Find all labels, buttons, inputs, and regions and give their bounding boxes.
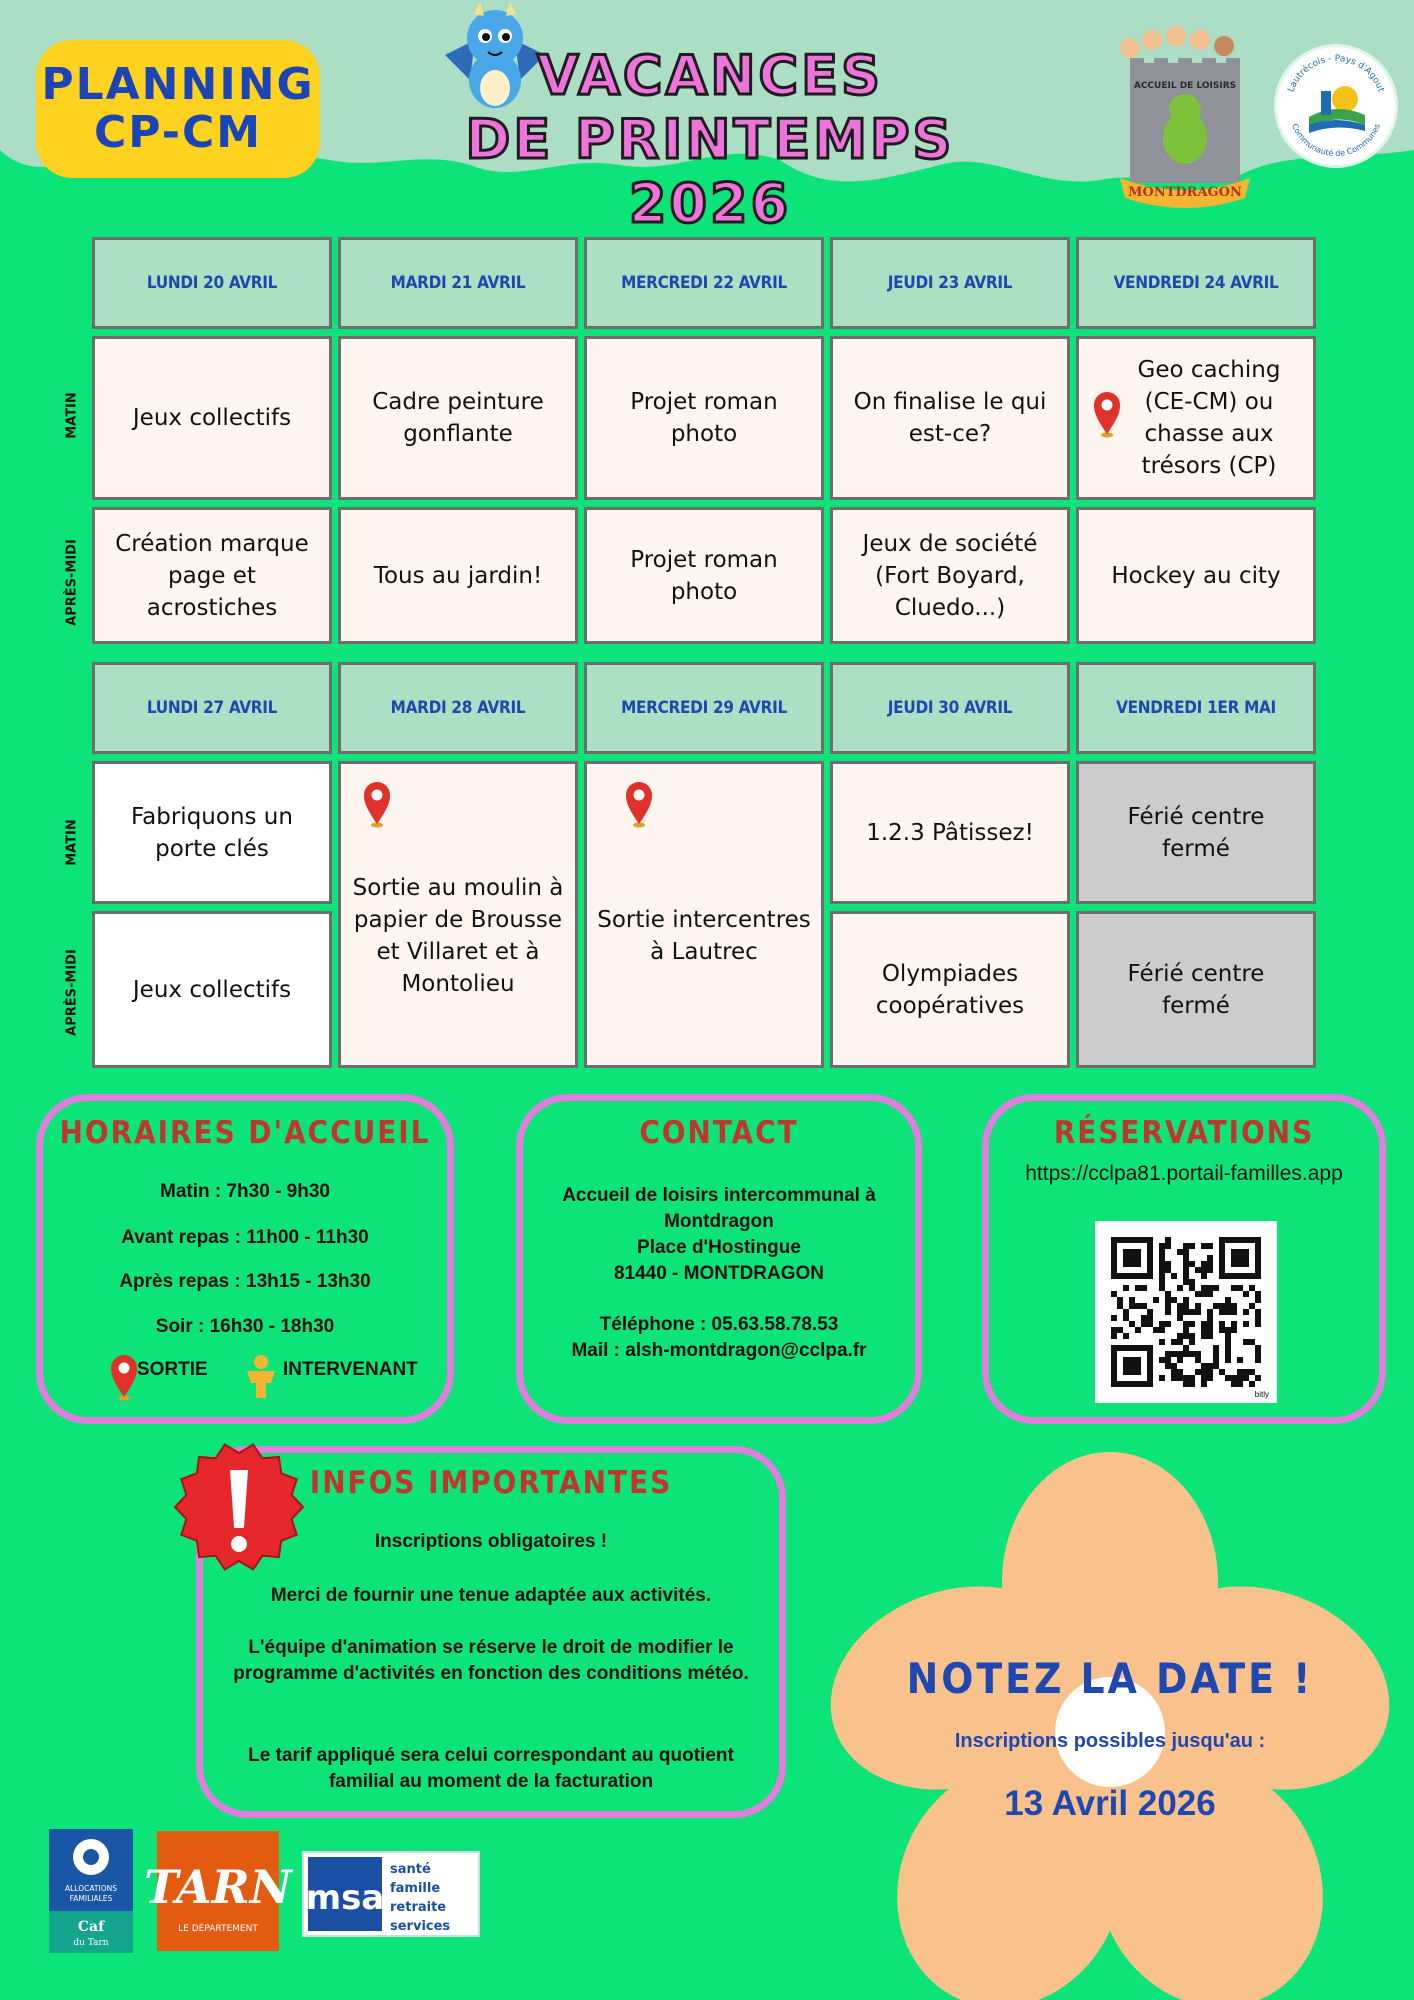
caf-logo [49, 1829, 133, 1953]
cc-logo-top-text: Lautrécois - Pays d'Agout [1286, 53, 1386, 94]
side-label-matin-week2: MATIN [64, 819, 80, 866]
msa-line2: famille [390, 1881, 441, 1896]
intervenant-person-icon [239, 1353, 283, 1399]
svg-text:Lautrécois - Pays d'Agout [1286, 54, 1385, 94]
horaire-apres-repas: Après repas : 13h15 - 13h30 [119, 1271, 371, 1292]
castle-top-text: ACCUEIL DE LOISIRS [1133, 81, 1237, 91]
side-label-apres-midi-week2: APRÈS-MIDI [64, 949, 80, 1036]
activity-friday-24-afternoon: Hockey au city [1076, 507, 1316, 644]
caf-line4: du Tarn [73, 1938, 109, 1948]
contact-phone: Téléphone : 05.63.58.78.53 [599, 1314, 839, 1335]
activity-tuesday-21-afternoon: Tous au jardin! [338, 507, 578, 644]
msa-logo [302, 1851, 480, 1937]
horaires-box [36, 1094, 454, 1424]
horaire-soir: Soir : 16h30 - 18h30 [155, 1316, 335, 1337]
side-label-matin-week1: MATIN [64, 392, 80, 439]
qr-caption: bitly [1254, 1390, 1269, 1399]
day-header-thursday-30: JEUDI 30 AVRIL [830, 662, 1070, 754]
notez-date: 13 Avril 2026 [1004, 1784, 1216, 1823]
tarn-departement-logo [144, 1831, 292, 1951]
svg-text:Communauté de Communes [1290, 122, 1382, 158]
day-header-wednesday-29: MERCREDI 29 AVRIL [584, 662, 824, 754]
legend-sortie-label: SORTIE [137, 1359, 208, 1380]
notez-title: NOTEZ LA DATE ! [906, 1654, 1314, 1703]
activity-thursday-30-afternoon: Olympiades coopératives [830, 911, 1070, 1068]
activity-wednesday-22-morning: Projet roman photo [584, 336, 824, 500]
tarn-sub: LE DÉPARTEMENT [178, 1924, 258, 1934]
caf-line3: Caf [77, 1919, 105, 1935]
legend-intervenant-label: INTERVENANT [283, 1359, 418, 1380]
day-header-tuesday-21: MARDI 21 AVRIL [338, 237, 578, 329]
contact-mail[interactable]: Mail : alsh-montdragon@cclpa.fr [571, 1340, 867, 1361]
infos-line-inscriptions: Inscriptions obligatoires ! [374, 1531, 608, 1552]
contact-box [516, 1094, 922, 1424]
badge-line1: PLANNING [41, 58, 315, 110]
location-pin-icon [109, 1353, 139, 1401]
day-header-friday-24: VENDREDI 24 AVRIL [1076, 237, 1316, 329]
reservations-url-link[interactable]: https://cclpa81.portail-familles.app [1025, 1162, 1343, 1185]
msa-line4: services [390, 1919, 451, 1934]
msa-line3: retraite [390, 1900, 447, 1915]
title-line2: DE PRINTEMPS 2026 [465, 108, 955, 235]
activity-monday-20-afternoon: Création marque page et acrostiches [92, 507, 332, 644]
contact-address-line2: Montdragon [664, 1211, 774, 1232]
reservations-title: RÉSERVATIONS [1053, 1115, 1315, 1151]
msa-line1: santé [390, 1862, 431, 1877]
msa-word: msa [305, 1878, 385, 1918]
activity-monday-27-afternoon: Jeux collectifs [92, 911, 332, 1068]
day-header-tuesday-28: MARDI 28 AVRIL [338, 662, 578, 754]
horaire-avant-repas: Avant repas : 11h00 - 11h30 [121, 1227, 369, 1248]
day-header-thursday-23: JEUDI 23 AVRIL [830, 237, 1070, 329]
caf-line1: ALLOCATIONS [65, 1884, 117, 1893]
day-header-wednesday-22: MERCREDI 22 AVRIL [584, 237, 824, 329]
activity-wednesday-22-afternoon: Projet roman photo [584, 507, 824, 644]
location-pin-icon [624, 780, 654, 828]
notez-subtitle: Inscriptions possibles jusqu'au : [954, 1730, 1266, 1752]
location-pin-icon [362, 780, 392, 828]
activity-friday-1-mai-morning: Férié centre fermé [1076, 761, 1316, 904]
tarn-word: TARN [144, 1860, 292, 1914]
contact-title: CONTACT [639, 1115, 799, 1151]
activity-thursday-23-afternoon: Jeux de société (Fort Boyard, Cluedo...) [830, 507, 1070, 644]
activity-monday-20-morning: Jeux collectifs [92, 336, 332, 500]
day-header-friday-1-mai: VENDREDI 1ER MAI [1076, 662, 1316, 754]
badge-line2: CP-CM [93, 107, 263, 158]
contact-address-line3: Place d'Hostingue [637, 1237, 801, 1258]
title-line1: VACANCES [537, 44, 883, 107]
contact-address-line4: 81440 - MONTDRAGON [613, 1263, 825, 1284]
activity-wednesday-29-full-day: Sortie intercentres à Lautrec [584, 761, 824, 1068]
horaires-title: HORAIRES D'ACCUEIL [59, 1115, 431, 1151]
infos-line-programme: L'équipe d'animation se réserve le droit de modifier le programme d'activités en fonction des conditions météo. [233, 1637, 749, 1684]
exclamation-badge-icon [172, 1440, 306, 1574]
castle-bottom-text: MONTDRAGON [1128, 185, 1242, 200]
infos-title: INFOS IMPORTANTES [309, 1465, 673, 1501]
qr-code[interactable] [1095, 1221, 1277, 1403]
caf-line2: FAMILIALES [69, 1894, 113, 1903]
infos-line-tenue: Merci de fournir une tenue adaptée aux activités. [270, 1585, 712, 1606]
activity-monday-27-morning: Fabriquons un porte clés [92, 761, 332, 904]
contact-address-line1: Accueil de loisirs intercommunal à [562, 1185, 876, 1206]
day-header-monday-27: LUNDI 27 AVRIL [92, 662, 332, 754]
horaire-matin: Matin : 7h30 - 9h30 [160, 1181, 330, 1202]
day-header-monday-20: LUNDI 20 AVRIL [92, 237, 332, 329]
reservations-box [982, 1094, 1386, 1424]
infos-line-tarif: Le tarif appliqué sera celui correspondant au quotient familial au moment de la facturation [248, 1745, 734, 1792]
activity-tuesday-28-full-day: Sortie au moulin à papier de Brousse et Villaret et à Montolieu [338, 761, 578, 1068]
side-label-apres-midi-week1: APRÈS-MIDI [64, 539, 80, 626]
montdragon-castle-logo [1110, 18, 1260, 203]
cc-logo-bottom-text: Communauté de Communes [1289, 122, 1383, 159]
activity-tuesday-21-morning: Cadre peinture gonflante [338, 336, 578, 500]
activity-thursday-30-morning: 1.2.3 Pâtissez! [830, 761, 1070, 904]
activity-thursday-23-morning: On finalise le qui est-ce? [830, 336, 1070, 500]
activity-friday-1-mai-afternoon: Férié centre fermé [1076, 911, 1316, 1068]
communaute-communes-logo [1274, 44, 1398, 168]
location-pin-icon [1092, 390, 1122, 438]
page-title [410, 44, 1010, 236]
planning-badge [36, 40, 320, 178]
activity-friday-24-morning: Geo caching (CE-CM) ou chasse aux trésors (CP) [1076, 336, 1316, 500]
